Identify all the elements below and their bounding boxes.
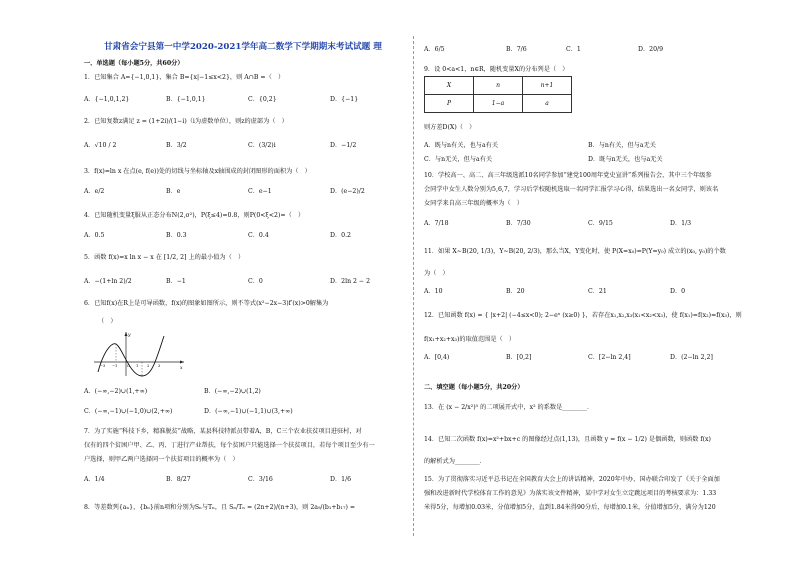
graph-y-label: y — [128, 333, 131, 338]
question-10-line-2: 会同学中女生人数分别为5,6,7，学习后学校随机选取一名同学汇报学习心得，结果选出一名女同学，则该名 — [424, 186, 719, 193]
q8-option-b: B．7/6 — [506, 46, 527, 53]
q6-option-a: A．(−∞,−2)∪(1,+∞) — [84, 388, 148, 395]
section-heading-single-choice: 一、单选题（每小题5分，共60分） — [84, 60, 184, 67]
question-11: 11．如果 X~B(20, 1/3)，Y~B(20, 2/3)，那么当X，Y变化时，使 P(X=x₀)=P(Y=y₀) 成立的(x₀, y₀)的个数 — [424, 248, 726, 255]
q7-option-d: D．1/6 — [330, 476, 352, 483]
question-10-line-1: 10．学校高一、高二、高三年级选派10名同学参加“建党100周年党史宣讲”系列报告会，其中三个年级参 — [424, 172, 712, 179]
q12-option-b: B．[0,2] — [506, 354, 532, 361]
q9-option-a: A．既与n有关，也与a有关 — [424, 142, 499, 149]
table-cell: n+1 — [523, 77, 572, 95]
q5-option-d: D．2ln 2 − 2 — [330, 278, 371, 285]
question-15-line-2: 强和改进新时代学校体育工作的意见》为落实该文件精神，某中学对女生立定跳远项目的考核要求为：1.33 — [424, 490, 717, 497]
question-4: 4．已知随机变量ξ服从正态分布N(2,σ²)，P(ξ≤4)=0.8，则P(0<ξ<2)=（ ） — [84, 212, 305, 219]
question-9: 9．设 0<a<1，n∈R，随机变量X的分布列是（ ） — [424, 66, 569, 73]
q6-option-c: C．(−∞,−1)∪(−1,0)∪(2,+∞) — [84, 408, 173, 415]
q7-option-b: B．8/27 — [166, 476, 191, 483]
table-row — [425, 95, 572, 113]
question-15-line-1: 15．为了贯彻落实习近平总书记在全国教育大会上的讲话精神，2020年中办、国办联合印发了《关于全面加 — [424, 476, 720, 483]
question-11-line-2: 为（ ） — [424, 270, 449, 277]
q6-answer-paren: （ ） — [98, 318, 117, 325]
q5-option-c: C．0 — [248, 278, 263, 285]
graph-tick: −1 — [112, 364, 118, 368]
question-3: 3．f(x)=ln x 在点(e, f(e))处的切线与坐标轴及x轴围成的封闭图形的面积为（ ） — [84, 168, 311, 175]
question-5: 5．函数 f(x)=x ln x − x 在 [1/2, 2] 上的最小值为（ ） — [84, 254, 245, 261]
question-6: 6．已知f(x)在R上是可导函数，f(x)的图象如图所示，则不等式(x²−2x−3)f′(x)>0解集为 — [84, 300, 329, 307]
question-15-line-3: 米得5分，每增加0.03米，分值增加5分，直到1.84米得90分后，每增加0.1米，分值增加5分，满分为120 — [424, 504, 716, 511]
distribution-table — [424, 76, 572, 113]
question-14: 14．已知二次函数 f(x)=x²+bx+c 的图像经过点(1,13)，且函数 y = f(x − 1/2) 是偶函数，则函数 f(x) — [424, 436, 711, 443]
page-title: 甘肃省会宁县第一中学2020-2021学年高二数学下学期期末考试试题 理 — [104, 42, 382, 52]
graph-tick: 1 — [136, 364, 139, 368]
section-heading-fill-in: 二、填空题（每小题5分，共20分） — [424, 384, 524, 391]
q12-option-a: A．[0,4) — [424, 354, 450, 361]
question-12-line-2: f(x₁+x₂+x₃)的取值范围是（ ） — [424, 336, 516, 343]
graph-tick: O — [127, 364, 130, 368]
q10-option-c: C．9/15 — [588, 220, 613, 227]
q1-option-c: C．{0,2} — [248, 96, 277, 103]
q7-option-a: A．1/4 — [84, 476, 105, 483]
graph-tick: −3 — [100, 364, 106, 368]
q10-option-a: A．7/18 — [424, 220, 449, 227]
q1-option-b: B．{−1,0,1} — [166, 96, 206, 103]
question-2: 2．已知复数z满足 z = (1+2i)/(1−i)（i为虚数单位），则z的虚部为（ ） — [84, 118, 288, 125]
q8-option-d: D．20/9 — [638, 46, 664, 53]
q4-option-d: D．0.2 — [330, 232, 351, 239]
q3-option-a: A．e/2 — [84, 188, 105, 195]
q11-option-d: D．0 — [670, 288, 686, 295]
q6-option-b: B．(−∞,−2)∪(1,2) — [204, 388, 261, 395]
q9-option-c: C．与n无关，但与a有关 — [424, 156, 493, 163]
question-12: 12．已知函数 f(x) = { |x+2| (−4≤x<0); 2−eˣ (x≥0) }，若存在x₁,x₂,x₃(x₁<x₂<x₃)，使 f(x₁)=f(x₂)=f(x₃)，则 — [424, 312, 742, 319]
function-curve — [98, 336, 164, 376]
question-7-line-1: 7．为了实施“科技下乡，精准脱贫”战略，某县科技特派员带着A，B，C三个农业扶贫项目进驻村，对 — [84, 428, 362, 435]
table-cell: P — [425, 95, 474, 113]
graph-tick: 3 — [158, 364, 161, 368]
q4-option-c: C．0.4 — [248, 232, 269, 239]
question-14-line-2: 的解析式为________． — [424, 458, 486, 465]
q3-option-c: C．e−1 — [248, 188, 272, 195]
graph-tick: 2 — [147, 364, 150, 368]
table-cell: n — [474, 77, 523, 95]
q4-option-a: A．0.5 — [84, 232, 105, 239]
question-8: 8．等差数列{aₙ}，{bₙ}前n项和分别为Sₙ与Tₙ，且 Sₙ/Tₙ = (2n+2)/(n+3)，则 2a₉/(b₁+b₁₇) = — [84, 504, 356, 511]
q12-option-d: D．(2−ln 2,2] — [670, 354, 713, 361]
question-7-line-3: 户选择，则甲乙两户选择同一个扶贫项目的概率为（ ） — [84, 456, 239, 463]
q7-option-c: C．3/16 — [248, 476, 273, 483]
q5-option-a: A．−(1+ln 2)/2 — [84, 278, 132, 285]
q5-option-b: B．−1 — [166, 278, 186, 285]
q9-option-b: B．与n有关，但与a无关 — [588, 142, 656, 149]
q10-option-d: D．1/3 — [670, 220, 692, 227]
q8-option-c: C．1 — [566, 46, 581, 53]
table-cell: a — [523, 95, 572, 113]
q3-option-d: D．(e−2)/2 — [330, 188, 365, 195]
q11-option-b: B．20 — [506, 288, 525, 295]
q11-option-c: C．21 — [588, 288, 607, 295]
q9-option-d: D．既与n无关，也与a无关 — [588, 156, 663, 163]
question-7-line-2: 仅有的四个贫困户甲、乙、丙、丁进行产业帮扶，每个贫困户只能选择一个扶贫项目，若每个项目至少有一 — [84, 442, 375, 449]
q3-option-b: B．e — [166, 188, 181, 195]
q2-option-d: D．−1/2 — [330, 142, 357, 149]
table-cell: X — [425, 77, 474, 95]
q10-option-b: B．7/30 — [506, 220, 531, 227]
q11-option-a: A．10 — [424, 288, 443, 295]
q6-option-d: D．(−∞,−1)∪(−1,1)∪(3,+∞) — [204, 408, 293, 415]
question-9-variance: 则方差D(X)（ ） — [424, 124, 476, 131]
x-axis-arrow-icon — [180, 361, 184, 364]
q12-option-c: C．[2−ln 2,4] — [588, 354, 631, 361]
question-13: 13．在 (x − 2/x²)⁵ 的二项展开式中，x² 的系数是________． — [424, 404, 594, 411]
q8-option-a: A．6/5 — [424, 46, 445, 53]
q2-option-c: C．(3/2)i — [248, 142, 276, 149]
graph-x-label: x — [180, 366, 183, 371]
column-divider — [413, 36, 414, 536]
function-graph — [92, 330, 188, 378]
q4-option-b: B．0.3 — [166, 232, 187, 239]
table-row — [425, 77, 572, 95]
question-10-line-3: 女同学来自高三年级的概率为（ ） — [424, 200, 523, 207]
q2-option-b: B．3/2 — [166, 142, 187, 149]
question-1: 1．已知集合 A={−1,0,1}，集合 B={x|−1≤x<2}，则 A∩B =（ ） — [84, 74, 285, 81]
q2-option-a: A．√10 / 2 — [84, 142, 117, 149]
q1-option-a: A．{−1,0,1,2} — [84, 96, 130, 103]
table-cell: 1−a — [474, 95, 523, 113]
q1-option-d: D．{−1} — [330, 96, 359, 103]
